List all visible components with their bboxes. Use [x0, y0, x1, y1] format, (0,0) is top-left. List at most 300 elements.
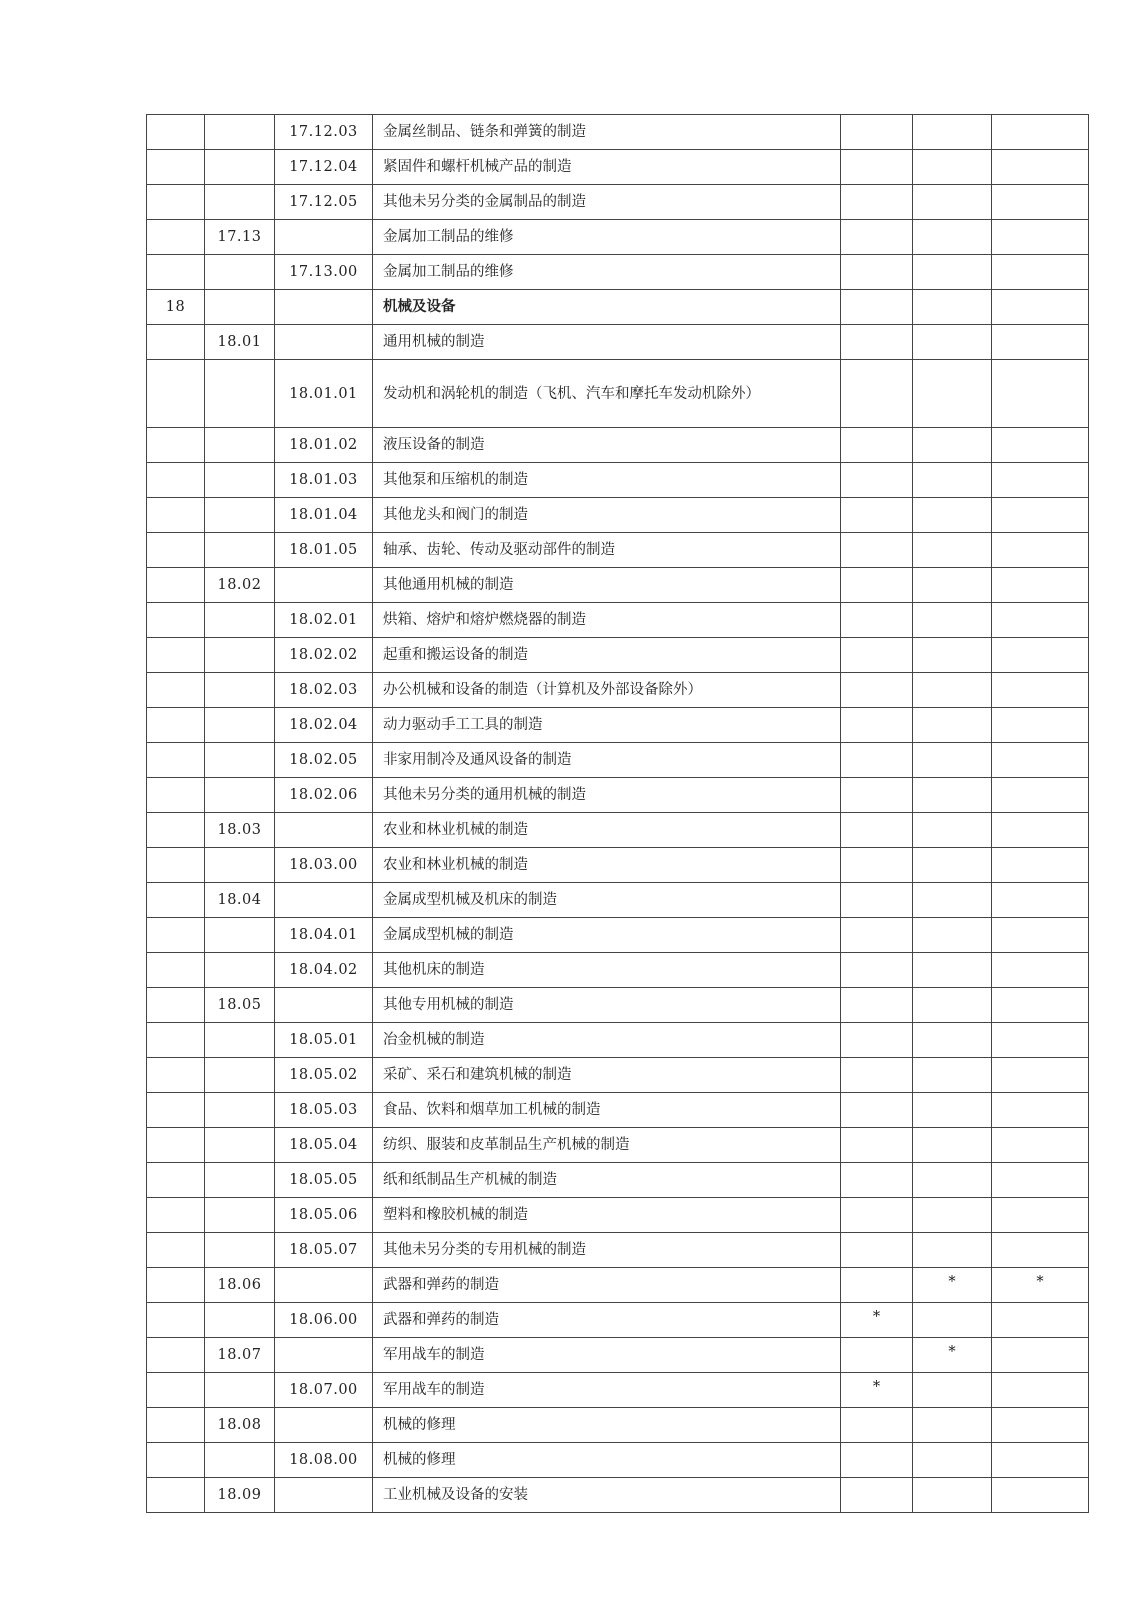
mark-cell-2 — [913, 813, 992, 848]
table-row — [147, 883, 1089, 918]
asterisk-mark: * — [948, 1344, 956, 1360]
division-code — [205, 708, 275, 743]
mark-cell-1 — [841, 918, 913, 953]
class-code: 18.01.03 — [275, 463, 373, 498]
division-code: 18.09 — [205, 1478, 275, 1513]
division-code — [205, 428, 275, 463]
class-code: 18.05.02 — [275, 1058, 373, 1093]
mark-cell-3 — [992, 498, 1089, 533]
mark-cell-3 — [992, 1198, 1089, 1233]
mark-cell-1 — [841, 953, 913, 988]
section-code — [147, 360, 205, 428]
mark-cell-1 — [841, 290, 913, 325]
table-row — [147, 988, 1089, 1023]
table-row — [147, 428, 1089, 463]
division-code — [205, 1373, 275, 1408]
category-name: 轴承、齿轮、传动及驱动部件的制造 — [373, 533, 841, 568]
division-code — [205, 1058, 275, 1093]
section-code — [147, 568, 205, 603]
class-code: 18.01.04 — [275, 498, 373, 533]
table-row — [147, 918, 1089, 953]
division-code — [205, 533, 275, 568]
section-code — [147, 1268, 205, 1303]
mark-cell-3 — [992, 1128, 1089, 1163]
mark-cell-2 — [913, 150, 992, 185]
mark-cell-3 — [992, 290, 1089, 325]
section-code — [147, 255, 205, 290]
division-code: 18.01 — [205, 325, 275, 360]
section-code — [147, 185, 205, 220]
division-code: 17.13 — [205, 220, 275, 255]
mark-cell-3 — [992, 150, 1089, 185]
mark-cell-3 — [992, 1303, 1089, 1338]
mark-cell-3 — [992, 325, 1089, 360]
class-code: 18.04.01 — [275, 918, 373, 953]
table-row — [147, 115, 1089, 150]
section-code — [147, 743, 205, 778]
category-name: 其他机床的制造 — [373, 953, 841, 988]
table-row — [147, 1163, 1089, 1198]
category-name: 通用机械的制造 — [373, 325, 841, 360]
class-code: 18.02.05 — [275, 743, 373, 778]
mark-cell-2 — [913, 1478, 992, 1513]
table-row — [147, 1198, 1089, 1233]
section-code — [147, 1023, 205, 1058]
mark-cell-3 — [992, 883, 1089, 918]
category-name: 纸和纸制品生产机械的制造 — [373, 1163, 841, 1198]
mark-cell-1 — [841, 498, 913, 533]
mark-cell-3 — [992, 1268, 1089, 1303]
class-code: 18.05.01 — [275, 1023, 373, 1058]
mark-cell-2 — [913, 1058, 992, 1093]
mark-cell-2 — [913, 325, 992, 360]
mark-cell-3 — [992, 638, 1089, 673]
division-code: 18.08 — [205, 1408, 275, 1443]
division-code: 18.06 — [205, 1268, 275, 1303]
mark-cell-2 — [913, 988, 992, 1023]
mark-cell-3 — [992, 1023, 1089, 1058]
mark-cell-3 — [992, 360, 1089, 428]
category-name: 其他未另分类的专用机械的制造 — [373, 1233, 841, 1268]
category-name: 办公机械和设备的制造（计算机及外部设备除外） — [373, 673, 841, 708]
category-name: 冶金机械的制造 — [373, 1023, 841, 1058]
mark-cell-3 — [992, 1163, 1089, 1198]
section-code — [147, 1303, 205, 1338]
section-code: 18 — [147, 290, 205, 325]
mark-cell-2 — [913, 1233, 992, 1268]
section-code — [147, 883, 205, 918]
class-code: 18.02.06 — [275, 778, 373, 813]
mark-cell-2 — [913, 673, 992, 708]
section-code — [147, 463, 205, 498]
table-row — [147, 673, 1089, 708]
class-code: 18.04.02 — [275, 953, 373, 988]
division-code — [205, 290, 275, 325]
asterisk-mark: * — [872, 1309, 881, 1325]
table-row — [147, 498, 1089, 533]
division-code — [205, 1163, 275, 1198]
class-code: 18.02.02 — [275, 638, 373, 673]
division-code — [205, 673, 275, 708]
class-code — [275, 1408, 373, 1443]
section-code — [147, 1128, 205, 1163]
mark-cell-2 — [913, 883, 992, 918]
mark-cell-3 — [992, 463, 1089, 498]
division-code — [205, 603, 275, 638]
mark-cell-1 — [841, 1163, 913, 1198]
table-row — [147, 1233, 1089, 1268]
class-code: 18.01.01 — [275, 360, 373, 428]
mark-cell-3 — [992, 953, 1089, 988]
class-code — [275, 1268, 373, 1303]
mark-cell-3 — [992, 255, 1089, 290]
mark-cell-1 — [841, 1478, 913, 1513]
category-name: 动力驱动手工工具的制造 — [373, 708, 841, 743]
mark-cell-1 — [841, 673, 913, 708]
category-name: 起重和搬运设备的制造 — [373, 638, 841, 673]
mark-cell-2 — [913, 463, 992, 498]
section-code — [147, 1443, 205, 1478]
category-name: 其他龙头和阀门的制造 — [373, 498, 841, 533]
table-row — [147, 1443, 1089, 1478]
class-code — [275, 568, 373, 603]
mark-cell-1 — [841, 428, 913, 463]
table-row — [147, 220, 1089, 255]
table-row — [147, 1303, 1089, 1338]
section-code — [147, 848, 205, 883]
mark-cell-2 — [913, 115, 992, 150]
class-code: 17.12.04 — [275, 150, 373, 185]
category-name: 金属成型机械的制造 — [373, 918, 841, 953]
table-row — [147, 743, 1089, 778]
table-row — [147, 150, 1089, 185]
division-code — [205, 918, 275, 953]
mark-cell-2 — [913, 918, 992, 953]
division-code — [205, 1093, 275, 1128]
mark-cell-2 — [913, 428, 992, 463]
section-code — [147, 1478, 205, 1513]
table-row — [147, 953, 1089, 988]
mark-cell-3 — [992, 1058, 1089, 1093]
table-row — [147, 1093, 1089, 1128]
category-name: 纺织、服装和皮革制品生产机械的制造 — [373, 1128, 841, 1163]
mark-cell-1 — [841, 1303, 913, 1338]
mark-cell-2 — [913, 290, 992, 325]
mark-cell-3 — [992, 778, 1089, 813]
table-row — [147, 533, 1089, 568]
mark-cell-2 — [913, 1268, 992, 1303]
table-row — [147, 1478, 1089, 1513]
table-row — [147, 1128, 1089, 1163]
category-name: 其他通用机械的制造 — [373, 568, 841, 603]
mark-cell-1 — [841, 1023, 913, 1058]
category-name: 其他未另分类的通用机械的制造 — [373, 778, 841, 813]
table-row — [147, 1373, 1089, 1408]
category-name: 液压设备的制造 — [373, 428, 841, 463]
class-code: 18.05.03 — [275, 1093, 373, 1128]
division-code — [205, 1303, 275, 1338]
mark-cell-2 — [913, 1443, 992, 1478]
mark-cell-2 — [913, 1128, 992, 1163]
mark-cell-1 — [841, 988, 913, 1023]
class-code: 17.12.05 — [275, 185, 373, 220]
mark-cell-2 — [913, 1093, 992, 1128]
class-code: 18.06.00 — [275, 1303, 373, 1338]
category-name: 紧固件和螺杆机械产品的制造 — [373, 150, 841, 185]
mark-cell-1 — [841, 533, 913, 568]
mark-cell-3 — [992, 848, 1089, 883]
class-code: 18.05.06 — [275, 1198, 373, 1233]
mark-cell-1 — [841, 708, 913, 743]
category-name: 金属成型机械及机床的制造 — [373, 883, 841, 918]
table-row — [147, 360, 1089, 428]
mark-cell-3 — [992, 673, 1089, 708]
section-code — [147, 988, 205, 1023]
table-row — [147, 1023, 1089, 1058]
section-code — [147, 220, 205, 255]
section-code — [147, 1233, 205, 1268]
mark-cell-3 — [992, 1338, 1089, 1373]
table-row — [147, 848, 1089, 883]
mark-cell-1 — [841, 220, 913, 255]
division-code — [205, 1198, 275, 1233]
table-row — [147, 603, 1089, 638]
section-code — [147, 813, 205, 848]
mark-cell-3 — [992, 1478, 1089, 1513]
mark-cell-3 — [992, 918, 1089, 953]
table-row — [147, 1338, 1089, 1373]
section-code — [147, 638, 205, 673]
section-code — [147, 708, 205, 743]
division-code — [205, 1128, 275, 1163]
section-code — [147, 603, 205, 638]
category-name: 其他专用机械的制造 — [373, 988, 841, 1023]
mark-cell-1 — [841, 813, 913, 848]
section-code — [147, 498, 205, 533]
section-code — [147, 918, 205, 953]
table-row — [147, 1058, 1089, 1093]
table-row — [147, 1408, 1089, 1443]
category-name: 其他泵和压缩机的制造 — [373, 463, 841, 498]
mark-cell-1 — [841, 1093, 913, 1128]
mark-cell-1 — [841, 255, 913, 290]
class-code: 18.07.00 — [275, 1373, 373, 1408]
mark-cell-1 — [841, 150, 913, 185]
category-name: 金属丝制品、链条和弹簧的制造 — [373, 115, 841, 150]
section-code — [147, 953, 205, 988]
mark-cell-3 — [992, 743, 1089, 778]
class-code: 18.01.05 — [275, 533, 373, 568]
category-name: 武器和弹药的制造 — [373, 1303, 841, 1338]
class-code: 17.12.03 — [275, 115, 373, 150]
mark-cell-1 — [841, 1373, 913, 1408]
mark-cell-2 — [913, 1198, 992, 1233]
category-name: 机械及设备 — [373, 290, 841, 325]
mark-cell-2 — [913, 220, 992, 255]
mark-cell-3 — [992, 220, 1089, 255]
category-name: 其他未另分类的金属制品的制造 — [373, 185, 841, 220]
division-code — [205, 185, 275, 220]
mark-cell-2 — [913, 1023, 992, 1058]
section-code — [147, 1408, 205, 1443]
mark-cell-2 — [913, 533, 992, 568]
table-row — [147, 708, 1089, 743]
mark-cell-2 — [913, 185, 992, 220]
class-code: 18.05.07 — [275, 1233, 373, 1268]
table-row — [147, 290, 1089, 325]
section-code — [147, 1093, 205, 1128]
table-row — [147, 325, 1089, 360]
section-code — [147, 1373, 205, 1408]
class-code — [275, 1478, 373, 1513]
division-code: 18.03 — [205, 813, 275, 848]
category-name: 军用战车的制造 — [373, 1338, 841, 1373]
mark-cell-3 — [992, 1093, 1089, 1128]
mark-cell-1 — [841, 883, 913, 918]
section-code — [147, 325, 205, 360]
mark-cell-1 — [841, 1443, 913, 1478]
mark-cell-1 — [841, 603, 913, 638]
division-code: 18.04 — [205, 883, 275, 918]
category-name: 金属加工制品的维修 — [373, 255, 841, 290]
mark-cell-1 — [841, 1268, 913, 1303]
section-code — [147, 1163, 205, 1198]
mark-cell-3 — [992, 533, 1089, 568]
class-code — [275, 988, 373, 1023]
mark-cell-3 — [992, 568, 1089, 603]
mark-cell-1 — [841, 115, 913, 150]
asterisk-mark: * — [872, 1379, 881, 1395]
division-code: 18.07 — [205, 1338, 275, 1373]
mark-cell-1 — [841, 1198, 913, 1233]
category-name: 军用战车的制造 — [373, 1373, 841, 1408]
section-code — [147, 115, 205, 150]
category-name: 工业机械及设备的安装 — [373, 1478, 841, 1513]
class-code — [275, 220, 373, 255]
mark-cell-2 — [913, 708, 992, 743]
mark-cell-2 — [913, 498, 992, 533]
category-name: 非家用制冷及通风设备的制造 — [373, 743, 841, 778]
class-code: 18.02.04 — [275, 708, 373, 743]
division-code — [205, 150, 275, 185]
class-code — [275, 883, 373, 918]
table-row — [147, 1268, 1089, 1303]
class-code: 18.08.00 — [275, 1443, 373, 1478]
category-name: 发动机和涡轮机的制造（飞机、汽车和摩托车发动机除外） — [373, 360, 841, 428]
division-code — [205, 743, 275, 778]
mark-cell-1 — [841, 325, 913, 360]
mark-cell-1 — [841, 1233, 913, 1268]
mark-cell-2 — [913, 1303, 992, 1338]
class-code: 18.05.05 — [275, 1163, 373, 1198]
division-code — [205, 115, 275, 150]
division-code — [205, 778, 275, 813]
division-code — [205, 1443, 275, 1478]
mark-cell-3 — [992, 1373, 1089, 1408]
mark-cell-2 — [913, 743, 992, 778]
mark-cell-1 — [841, 463, 913, 498]
mark-cell-3 — [992, 1408, 1089, 1443]
mark-cell-2 — [913, 848, 992, 883]
class-code: 18.01.02 — [275, 428, 373, 463]
category-name: 烘箱、熔炉和熔炉燃烧器的制造 — [373, 603, 841, 638]
mark-cell-3 — [992, 708, 1089, 743]
section-code — [147, 1058, 205, 1093]
mark-cell-2 — [913, 1408, 992, 1443]
division-code: 18.02 — [205, 568, 275, 603]
category-name: 塑料和橡胶机械的制造 — [373, 1198, 841, 1233]
class-code — [275, 325, 373, 360]
section-code — [147, 778, 205, 813]
mark-cell-2 — [913, 953, 992, 988]
section-code — [147, 1338, 205, 1373]
section-code — [147, 533, 205, 568]
section-code — [147, 673, 205, 708]
mark-cell-3 — [992, 1233, 1089, 1268]
category-name: 食品、饮料和烟草加工机械的制造 — [373, 1093, 841, 1128]
class-code: 18.02.01 — [275, 603, 373, 638]
category-name: 金属加工制品的维修 — [373, 220, 841, 255]
class-code: 18.02.03 — [275, 673, 373, 708]
division-code — [205, 1023, 275, 1058]
mark-cell-1 — [841, 743, 913, 778]
mark-cell-2 — [913, 603, 992, 638]
mark-cell-3 — [992, 603, 1089, 638]
table-body — [147, 115, 1089, 1513]
asterisk-mark: * — [948, 1274, 956, 1290]
category-name: 采矿、采石和建筑机械的制造 — [373, 1058, 841, 1093]
mark-cell-2 — [913, 568, 992, 603]
division-code — [205, 848, 275, 883]
division-code — [205, 953, 275, 988]
category-name: 武器和弹药的制造 — [373, 1268, 841, 1303]
mark-cell-3 — [992, 988, 1089, 1023]
mark-cell-1 — [841, 1058, 913, 1093]
class-code — [275, 813, 373, 848]
mark-cell-2 — [913, 1338, 992, 1373]
section-code — [147, 150, 205, 185]
division-code: 18.05 — [205, 988, 275, 1023]
section-code — [147, 1198, 205, 1233]
class-code: 18.05.04 — [275, 1128, 373, 1163]
mark-cell-1 — [841, 1128, 913, 1163]
mark-cell-2 — [913, 1373, 992, 1408]
section-code — [147, 428, 205, 463]
table-row — [147, 813, 1089, 848]
asterisk-mark: * — [1036, 1274, 1044, 1290]
class-code — [275, 1338, 373, 1373]
category-name: 农业和林业机械的制造 — [373, 848, 841, 883]
mark-cell-1 — [841, 848, 913, 883]
mark-cell-2 — [913, 638, 992, 673]
division-code — [205, 1233, 275, 1268]
mark-cell-1 — [841, 778, 913, 813]
mark-cell-1 — [841, 360, 913, 428]
mark-cell-2 — [913, 255, 992, 290]
classification-table — [146, 114, 1089, 1513]
category-name: 农业和林业机械的制造 — [373, 813, 841, 848]
mark-cell-2 — [913, 778, 992, 813]
mark-cell-2 — [913, 360, 992, 428]
table-row — [147, 463, 1089, 498]
mark-cell-3 — [992, 115, 1089, 150]
mark-cell-1 — [841, 185, 913, 220]
mark-cell-3 — [992, 1443, 1089, 1478]
division-code — [205, 498, 275, 533]
mark-cell-1 — [841, 568, 913, 603]
mark-cell-2 — [913, 1163, 992, 1198]
class-code: 18.03.00 — [275, 848, 373, 883]
